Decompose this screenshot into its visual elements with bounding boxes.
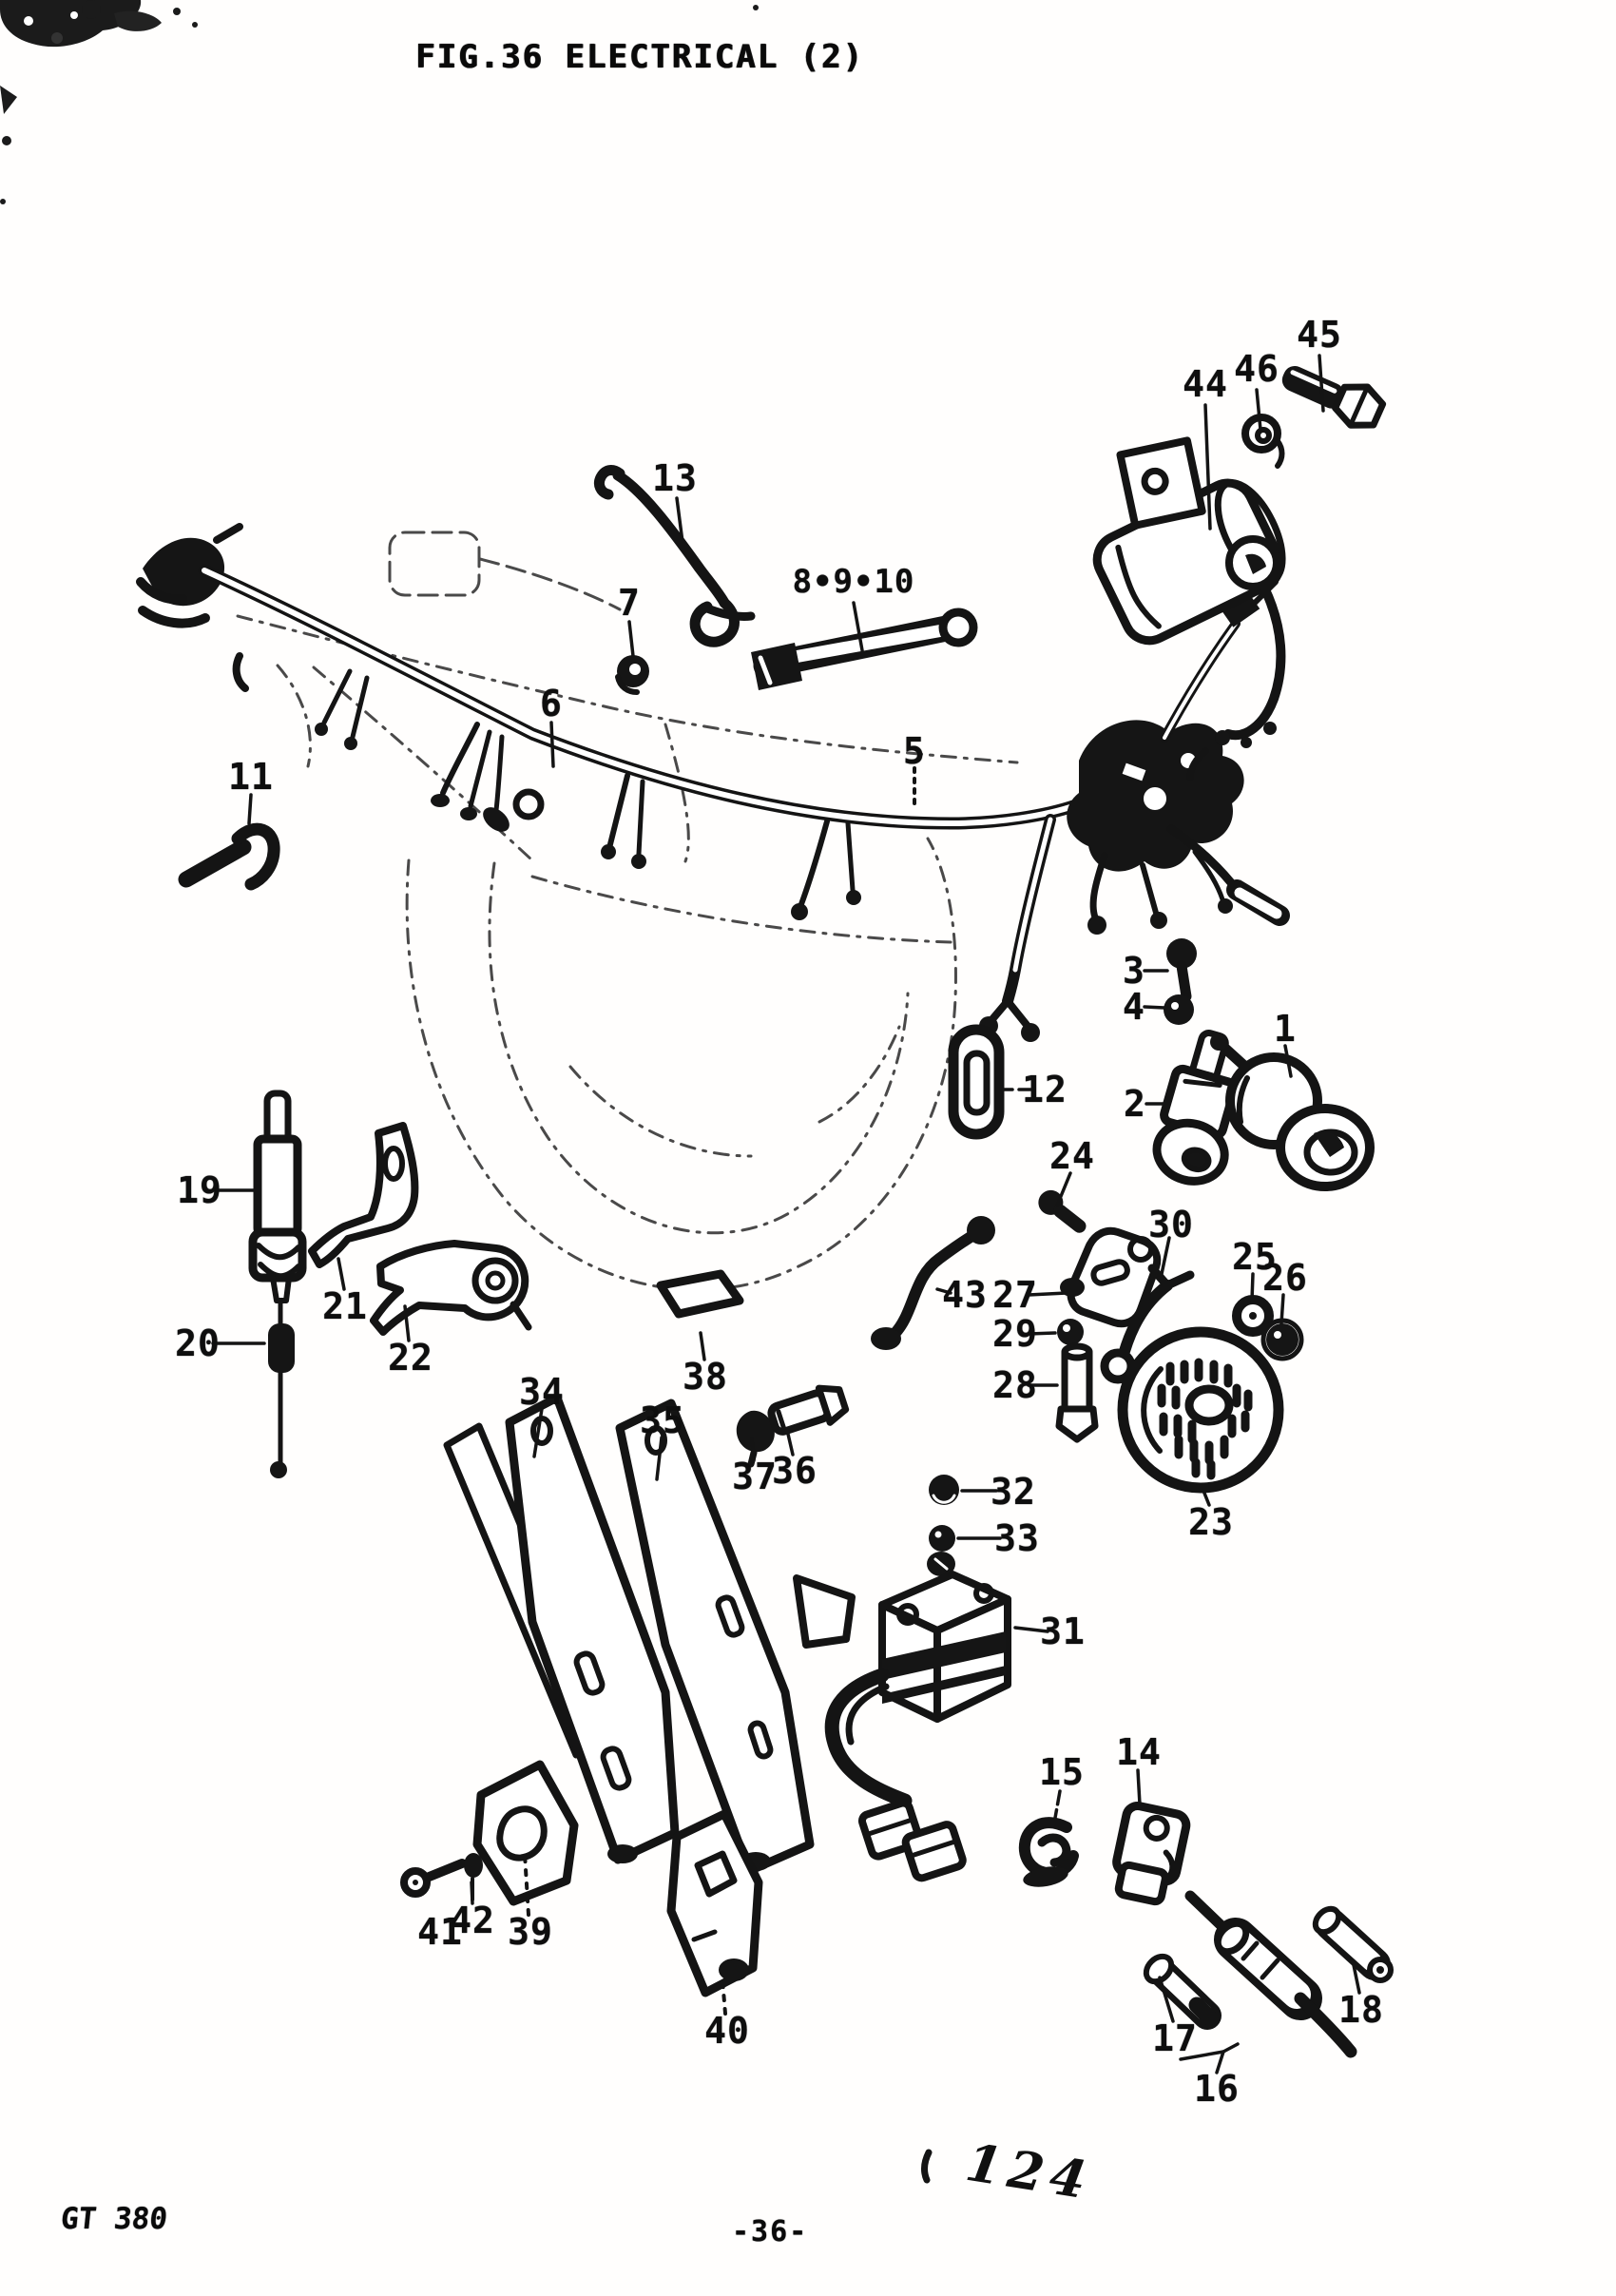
part-callout-12: 12: [1022, 1069, 1068, 1110]
part-callout-7: 7: [618, 582, 641, 624]
part-callout-24: 24: [1049, 1135, 1095, 1177]
part-callout-14: 14: [1116, 1731, 1162, 1773]
part-callout-30: 30: [1148, 1204, 1194, 1245]
part-callout-13: 13: [652, 457, 698, 499]
part-callout-44: 44: [1183, 363, 1228, 405]
part-callout-22: 22: [388, 1337, 433, 1379]
part-callout-31: 31: [1040, 1611, 1086, 1652]
part-callout-6: 6: [540, 683, 563, 724]
part-callout-3: 3: [1123, 950, 1145, 992]
part-callout-32: 32: [991, 1471, 1036, 1513]
model-code: GT 380: [59, 2202, 169, 2236]
part-callout-18: 18: [1338, 1989, 1384, 2031]
part-callout-21: 21: [322, 1285, 368, 1327]
part-callout-40: 40: [704, 2010, 750, 2052]
part-callout-38: 38: [683, 1356, 728, 1398]
part-callout-46: 46: [1234, 348, 1279, 390]
page-number: -36-: [732, 2215, 809, 2248]
part-callout-39: 39: [508, 1911, 553, 1953]
handwritten-page-number: 124: [961, 2131, 1097, 2212]
part-callout-1: 1: [1274, 1008, 1297, 1050]
part-callout-2: 2: [1124, 1083, 1146, 1125]
part-callout-33: 33: [994, 1517, 1040, 1559]
figure-title: FIG.36 ELECTRICAL (2): [415, 38, 864, 76]
part-callout-41: 41: [417, 1911, 463, 1953]
part-callout-37: 37: [732, 1456, 778, 1497]
part-callout-43: 43: [942, 1274, 988, 1316]
part-callout-5: 5: [903, 730, 926, 772]
part-callout-16: 16: [1194, 2068, 1240, 2110]
part-callout-19: 19: [177, 1169, 222, 1211]
part-callout-42: 42: [450, 1900, 495, 1941]
part-callout-29: 29: [992, 1313, 1038, 1355]
part-callout-26: 26: [1262, 1257, 1308, 1299]
part-callout-25: 25: [1232, 1236, 1278, 1278]
part-callout-34: 34: [519, 1371, 565, 1413]
part-callout-45: 45: [1297, 314, 1342, 356]
part-callout-23: 23: [1188, 1501, 1234, 1543]
part-callout-28: 28: [992, 1364, 1038, 1406]
part-callout-27: 27: [992, 1274, 1038, 1316]
part-callout-20: 20: [175, 1322, 221, 1364]
part-callout-35: 35: [640, 1399, 685, 1441]
part-callout-17: 17: [1152, 2017, 1198, 2059]
part-callout-8•9•10: 8•9•10: [792, 563, 915, 601]
part-callout-15: 15: [1039, 1751, 1085, 1793]
part-callout-36: 36: [772, 1450, 818, 1492]
part-callout-4: 4: [1123, 986, 1145, 1028]
part-callout-11: 11: [228, 756, 274, 798]
